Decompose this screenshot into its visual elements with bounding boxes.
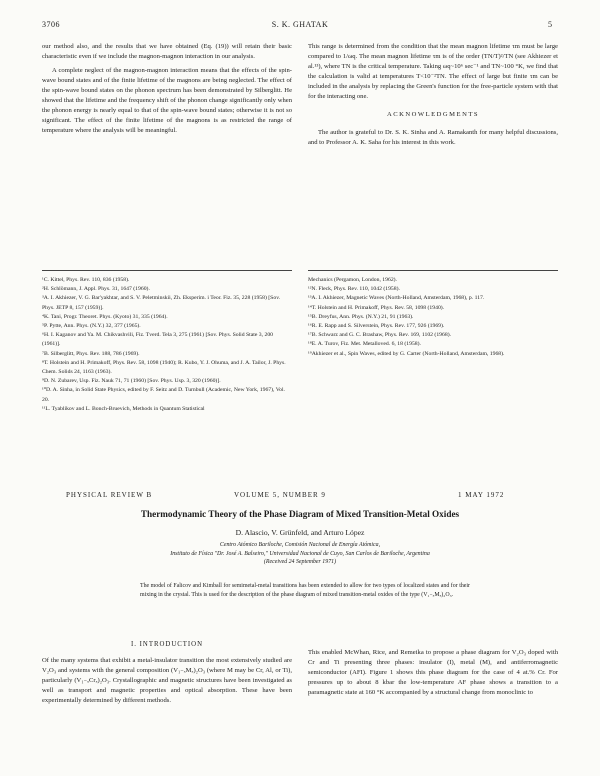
- reference: ²H. Schlömann, J. Appl. Phys. 31, 1647 (1960).: [42, 286, 150, 293]
- reference: ¹⁸E. A. Turov, Fiz. Met. Metalloved. 6, 18 (1958).: [308, 341, 421, 348]
- abstract: The model of Falicov and Kimball for semimetal-metal transitions has been extended to allow for two types of localized states and for their mixing in the crystal. This is used for the description of the phase diagram of mixed transition-metal oxides of the type (V₁₋ₓMₓ)₂O₃.: [140, 583, 470, 598]
- footnote-rule: [308, 270, 558, 271]
- reference: ¹⁷B. Schwarz and G. C. Brashaw, Phys. Rev. 169, 1102 (1968).: [308, 332, 452, 339]
- journal-name: PHYSICAL REVIEW B: [66, 491, 153, 499]
- paragraph: A complete neglect of the magnon-magnon interaction means that the effects of the spin-wave bound states and of the finite lifetime of the magnons are being neglected. The effect of the spin-wave bound states on the phonon spectrum has been demonstrated by Silberglitt. He showed that the lifetime and the frequency shift of the phonon change significantly only when the phonon energy is nearly equal to that of the spin-wave bound states; otherwise it is not so significant. The effect of the finite lifetime of the magnons is as restricted the range of temperature where the analysis will be meaningful.: [42, 67, 292, 134]
- received-date: (Received 24 September 1971): [263, 559, 337, 565]
- reference: ¹¹L. Tyablikov and L. Bonch-Bruevich, Methods in Quantum Statistical: [42, 405, 205, 412]
- reference: ¹³A. I. Akhiezer, Magnetic Waves (North-Holland, Amsterdam, 1968), p. 117.: [308, 295, 485, 302]
- top-left-column: [42, 42, 292, 140]
- intro-left-column: [42, 640, 292, 710]
- volume-number: 5: [548, 20, 553, 29]
- references-left: [42, 276, 292, 414]
- paragraph: our method also, and the results that we have obtained (Eq. (19)) will retain their basic characteristic even if we include the magnon-magnon interaction in our analysis.: [42, 43, 292, 60]
- paragraph: Of the many systems that exhibit a metal-insulator transition the most extensively studied are V₂O₃ and systems with the general composition (V₁₋ₓMₓ)₂O₃ (where M may be Cr, Al, or Ti), particularly (V₁₋ₓCrₓ)₂O₃. Crystallographic and magnetic structures have been investigated as well as transport and magnetic properties and optical absorption. These have been experimentally determined by different methods.: [42, 657, 292, 704]
- affiliation-line: Instituto de Física "Dr. José A. Balseiro," Universidad Nacional de Cuyo, San Carlos de Bariloche, Argentina: [170, 550, 430, 557]
- reference: ¹⁴T. Holstein and H. Primakoff, Phys. Rev. 58, 1098 (1940).: [308, 304, 445, 311]
- reference: ⁴K. Tani, Progr. Theoret. Phys. (Kyoto) 31, 335 (1964).: [42, 313, 168, 320]
- intro-right-column: [308, 648, 558, 702]
- reference: ¹⁵B. Dreyfus, Ann. Phys. (N.Y.) 21, 91 (1963).: [308, 313, 414, 320]
- reference: ⁷B. Silberglitt, Phys. Rev. 188, 786 (1969).: [42, 350, 140, 357]
- acknowledgments-heading: ACKNOWLEDGMENTS: [386, 111, 480, 118]
- article-authors: D. Alascio, V. Grünfeld, and Arturo López: [235, 528, 365, 537]
- paragraph: This enabled McWhan, Rice, and Remeika to propose a phase diagram for V₂O₃ doped with Cr and Ti presenting three phases: insulator (I), metal (M), and antiferromagnetic semiconductor (AFI). Figure 1 shows this phase diagram for the case of 4 at.% Cr. For pressures up to about 8 kbar the low-temperature AF phase shows a transition to a paramagnetic state at 160 °K accompanied by a structural change from monoclinic to: [308, 649, 558, 696]
- reference: ⁵P. Pytte, Ann. Phys. (N.Y.) 32, 377 (1965).: [42, 323, 141, 330]
- article-title: Thermodynamic Theory of the Phase Diagram of Mixed Transition-Metal Oxides: [140, 509, 460, 519]
- acknowledgments-text: The author is grateful to Dr. S. K. Sinha and A. Ramakanth for many helpful discussions, and to Professor A. K. Saha for his interest in this work.: [308, 129, 558, 146]
- journal-volume: VOLUME 5, NUMBER 9: [234, 491, 326, 499]
- paragraph: This range is determined from the condition that the mean magnon lifetime τm must be large compared to 1/ωq. The mean magnon lifetime τm is of the order (TN/T)²/TN (see Akhiezer et al.¹³), where TN is the critical temperature. Taking ωq~10⁶ sec⁻¹ and TN~100 °K, we find that the calculation is valid at temperatures T<10⁻²TN. The effect of large but finite τm can be included in the analysis by replacing the Green's function for the free-particle system with that for the interacting one.: [308, 43, 558, 100]
- reference: ¹⁹Akhiezer et al., Spin Waves, edited by G. Carter (North-Holland, Amsterdam, 1968).: [308, 350, 505, 357]
- reference: ¹⁶R. E. Rapp and S. Silverstein, Phys. Rev. 177, 926 (1969).: [308, 323, 445, 330]
- reference: ⁸T. Holstein and H. Primakoff, Phys. Rev. 58, 1098 (1940); R. Kubo, Y. J. Ohuma, and J. A. Tailor, J. Phys. Chem. Solids 24, 1163 (1963).: [42, 359, 286, 376]
- reference: ¹²N. Fleck, Phys. Rev. 110, 1042 (1958).: [308, 286, 400, 293]
- affiliation-line: Centro Atómico Bariloche, Comisión Nacional de Energía Atómica,: [219, 542, 381, 548]
- reference: ¹⁰D. A. Sinha, in Solid State Physics, edited by F. Seitz and D. Turnbull (Academic, New York, 1967), Vol. 20.: [42, 387, 285, 403]
- journal-date: 1 MAY 1972: [458, 491, 505, 499]
- top-right-column: [308, 42, 558, 152]
- reference: Mechanics (Pergamon, London, 1962).: [308, 277, 397, 283]
- footnote-rule: [42, 270, 292, 271]
- article-affiliation: [40, 541, 560, 567]
- reference: ⁹D. N. Zubarev, Usp. Fiz. Nauk 71, 71 (1960) [Sov. Phys. Usp. 3, 320 (1960)].: [42, 378, 221, 385]
- page-number: 3706: [42, 20, 60, 29]
- running-title: S. K. GHATAK: [271, 20, 329, 29]
- section-heading: I. INTRODUCTION: [130, 641, 203, 648]
- reference: ³A. I. Akhiezer, V. G. Bar'yakhtar, and S. V. Peletminskii, Zh. Eksperim. i Teor. Fiz. 35, 228 (1958) [Sov. Phys. JETP 8, 157 (1959)].: [42, 295, 281, 311]
- reference: ⁶H. I. Kaganov and Ya. M. Chikvashvili, Fiz. Tverd. Tela 3, 275 (1961) [Sov. Phys. Solid State 3, 200 (1961)].: [42, 332, 274, 348]
- reference: ¹C. Kittel, Phys. Rev. 110, 836 (1958).: [42, 277, 130, 283]
- references-right: [308, 276, 558, 359]
